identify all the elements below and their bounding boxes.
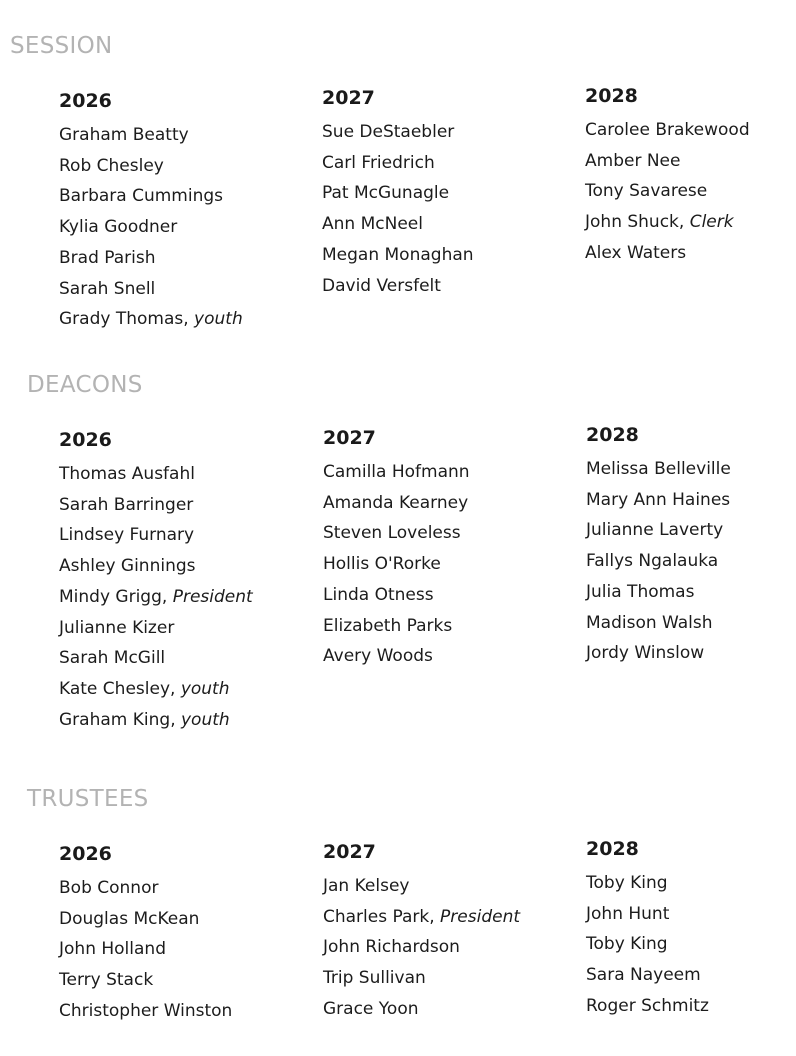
member-name: Megan Monaghan: [322, 244, 474, 265]
member-name: Steven Loveless: [323, 523, 461, 544]
member-entry: [59, 934, 299, 965]
member-entry: [59, 212, 299, 243]
member-name: Sarah Barringer: [59, 494, 194, 515]
member-name: Christopher Winston: [59, 1000, 233, 1021]
member-role: President: [172, 586, 253, 607]
role-separator: ,: [183, 309, 195, 330]
member-name: Trip Sullivan: [323, 968, 426, 989]
member-name: Graham King: [59, 709, 171, 730]
member-entry: [59, 120, 299, 151]
trustees-column-2026: [59, 842, 299, 1027]
member-entry: [586, 546, 796, 577]
deacons-column-2027: [323, 426, 563, 672]
member-name: John Holland: [59, 939, 166, 960]
deacons-column-2026: [59, 428, 299, 735]
member-entry: [586, 929, 796, 960]
member-name: Mary Ann Haines: [586, 489, 731, 510]
member-entry: [59, 520, 299, 551]
year-heading: 2028: [586, 424, 639, 446]
member-entry: [586, 454, 796, 485]
member-name: Toby King: [586, 873, 668, 893]
member-name: Linda Otness: [323, 584, 434, 605]
member-name: Madison Walsh: [586, 612, 713, 633]
member-name: Avery Woods: [323, 646, 433, 667]
member-name: Amber Nee: [585, 150, 681, 171]
member-name: Toby King: [586, 934, 668, 955]
member-entry: [59, 674, 299, 705]
member-entry: [59, 904, 299, 935]
section-title-session: SESSION: [10, 33, 113, 59]
member-entry: [59, 490, 299, 521]
member-entry: [586, 868, 796, 899]
member-name: Carl Friedrich: [322, 152, 435, 173]
member-role: youth: [194, 309, 243, 330]
trustees-column-2028: [586, 837, 796, 1022]
member-role: Clerk: [689, 212, 734, 233]
member-entry: [322, 178, 562, 209]
member-name: Tony Savarese: [585, 181, 708, 202]
role-separator: ,: [161, 586, 173, 607]
member-name: Alex Waters: [585, 242, 687, 263]
member-name: Pat McGunagle: [322, 183, 450, 204]
member-entry: [586, 960, 796, 991]
member-entry: [322, 240, 562, 271]
member-entry: [586, 515, 796, 546]
member-name: Fallys Ngalauka: [586, 551, 719, 572]
member-entry: [59, 965, 299, 996]
member-entry: [322, 117, 562, 148]
member-entry: [59, 243, 299, 274]
member-name: Brad Parish: [59, 247, 156, 268]
member-entry: [323, 932, 563, 963]
member-entry: [59, 181, 299, 212]
member-name: Rob Chesley: [59, 155, 164, 176]
member-entry: [59, 643, 299, 674]
member-entry: [585, 238, 796, 269]
member-name: Sarah Snell: [59, 278, 156, 299]
year-heading: 2026: [59, 90, 112, 112]
member-entry: [586, 485, 796, 516]
member-entry: [323, 871, 563, 902]
member-entry: [59, 582, 299, 613]
member-entry: [585, 207, 796, 238]
member-name: Julia Thomas: [586, 581, 695, 602]
member-name: Jan Kelsey: [323, 876, 410, 896]
member-entry: [586, 899, 796, 930]
member-name: Terry Stack: [59, 970, 154, 991]
member-name: Roger Schmitz: [586, 995, 709, 1016]
member-name: Sara Nayeem: [586, 965, 701, 986]
member-name: Charles Park: [323, 906, 430, 927]
trustees-column-2027: [323, 840, 563, 1025]
year-heading: 2028: [585, 85, 638, 107]
member-name: Grace Yoon: [323, 998, 419, 1019]
member-role: President: [440, 906, 521, 927]
member-entry: [585, 176, 796, 207]
year-heading: 2027: [322, 87, 375, 109]
member-name: Camilla Hofmann: [323, 462, 470, 482]
session-column-2027: [322, 86, 562, 301]
member-entry: [586, 991, 796, 1022]
member-entry: [323, 963, 563, 994]
member-entry: [59, 304, 299, 335]
member-name: Jordy Winslow: [586, 643, 705, 664]
member-name: Lindsey Furnary: [59, 525, 195, 546]
section-title-trustees: TRUSTEES: [27, 786, 149, 812]
member-entry: [586, 577, 796, 608]
member-entry: [59, 613, 299, 644]
member-entry: [323, 457, 563, 488]
member-name: Amanda Kearney: [323, 492, 469, 513]
member-name: John Richardson: [323, 937, 460, 958]
role-separator: ,: [170, 709, 181, 730]
year-heading: 2027: [323, 427, 376, 449]
member-entry: [59, 996, 299, 1027]
member-entry: [322, 271, 562, 302]
member-entry: [323, 549, 563, 580]
role-separator: ,: [678, 212, 690, 233]
member-name: Elizabeth Parks: [323, 615, 453, 636]
member-name: Kate Chesley: [59, 678, 170, 699]
member-name: John Hunt: [586, 903, 670, 924]
member-name: Douglas McKean: [59, 908, 200, 929]
member-entry: [323, 488, 563, 519]
member-entry: [585, 115, 796, 146]
member-entry: [585, 146, 796, 177]
member-entry: [586, 608, 796, 639]
year-heading: 2027: [323, 841, 376, 863]
member-entry: [586, 638, 796, 669]
member-entry: [322, 209, 562, 240]
member-name: Carolee Brakewood: [585, 120, 750, 140]
member-name: Sarah McGill: [59, 648, 166, 669]
member-name: Mindy Grigg: [59, 586, 162, 607]
session-column-2028: [585, 84, 796, 269]
member-name: Grady Thomas: [59, 309, 184, 330]
member-name: Bob Connor: [59, 878, 159, 898]
member-entry: [322, 148, 562, 179]
member-entry: [323, 580, 563, 611]
year-heading: 2028: [586, 838, 639, 860]
member-role: youth: [181, 709, 230, 730]
member-entry: [59, 151, 299, 182]
member-name: Julianne Laverty: [586, 520, 724, 541]
session-column-2026: [59, 89, 299, 335]
deacons-column-2028: [586, 423, 796, 669]
member-entry: [323, 641, 563, 672]
member-name: Hollis O'Rorke: [323, 554, 441, 575]
member-role: youth: [180, 678, 230, 699]
member-entry: [323, 611, 563, 642]
member-entry: [59, 873, 299, 904]
member-name: Thomas Ausfahl: [59, 464, 195, 484]
member-name: Ashley Ginnings: [59, 556, 196, 577]
member-name: Graham Beatty: [59, 125, 189, 145]
role-separator: ,: [170, 678, 181, 699]
member-name: Barbara Cummings: [59, 186, 223, 207]
member-entry: [323, 518, 563, 549]
role-separator: ,: [429, 906, 441, 927]
member-name: Ann McNeel: [322, 214, 423, 235]
member-name: Melissa Belleville: [586, 459, 731, 479]
year-heading: 2026: [59, 843, 112, 865]
member-entry: [323, 994, 563, 1025]
member-name: John Shuck: [585, 212, 679, 233]
member-entry: [59, 459, 299, 490]
member-name: Kylia Goodner: [59, 217, 178, 238]
year-heading: 2026: [59, 429, 112, 451]
member-name: David Versfelt: [322, 275, 441, 296]
member-entry: [59, 705, 299, 736]
member-entry: [59, 274, 299, 305]
member-name: Julianne Kizer: [59, 617, 175, 638]
member-entry: [59, 551, 299, 582]
member-name: Sue DeStaebler: [322, 122, 455, 142]
member-entry: [323, 902, 563, 933]
section-title-deacons: DEACONS: [27, 372, 143, 398]
